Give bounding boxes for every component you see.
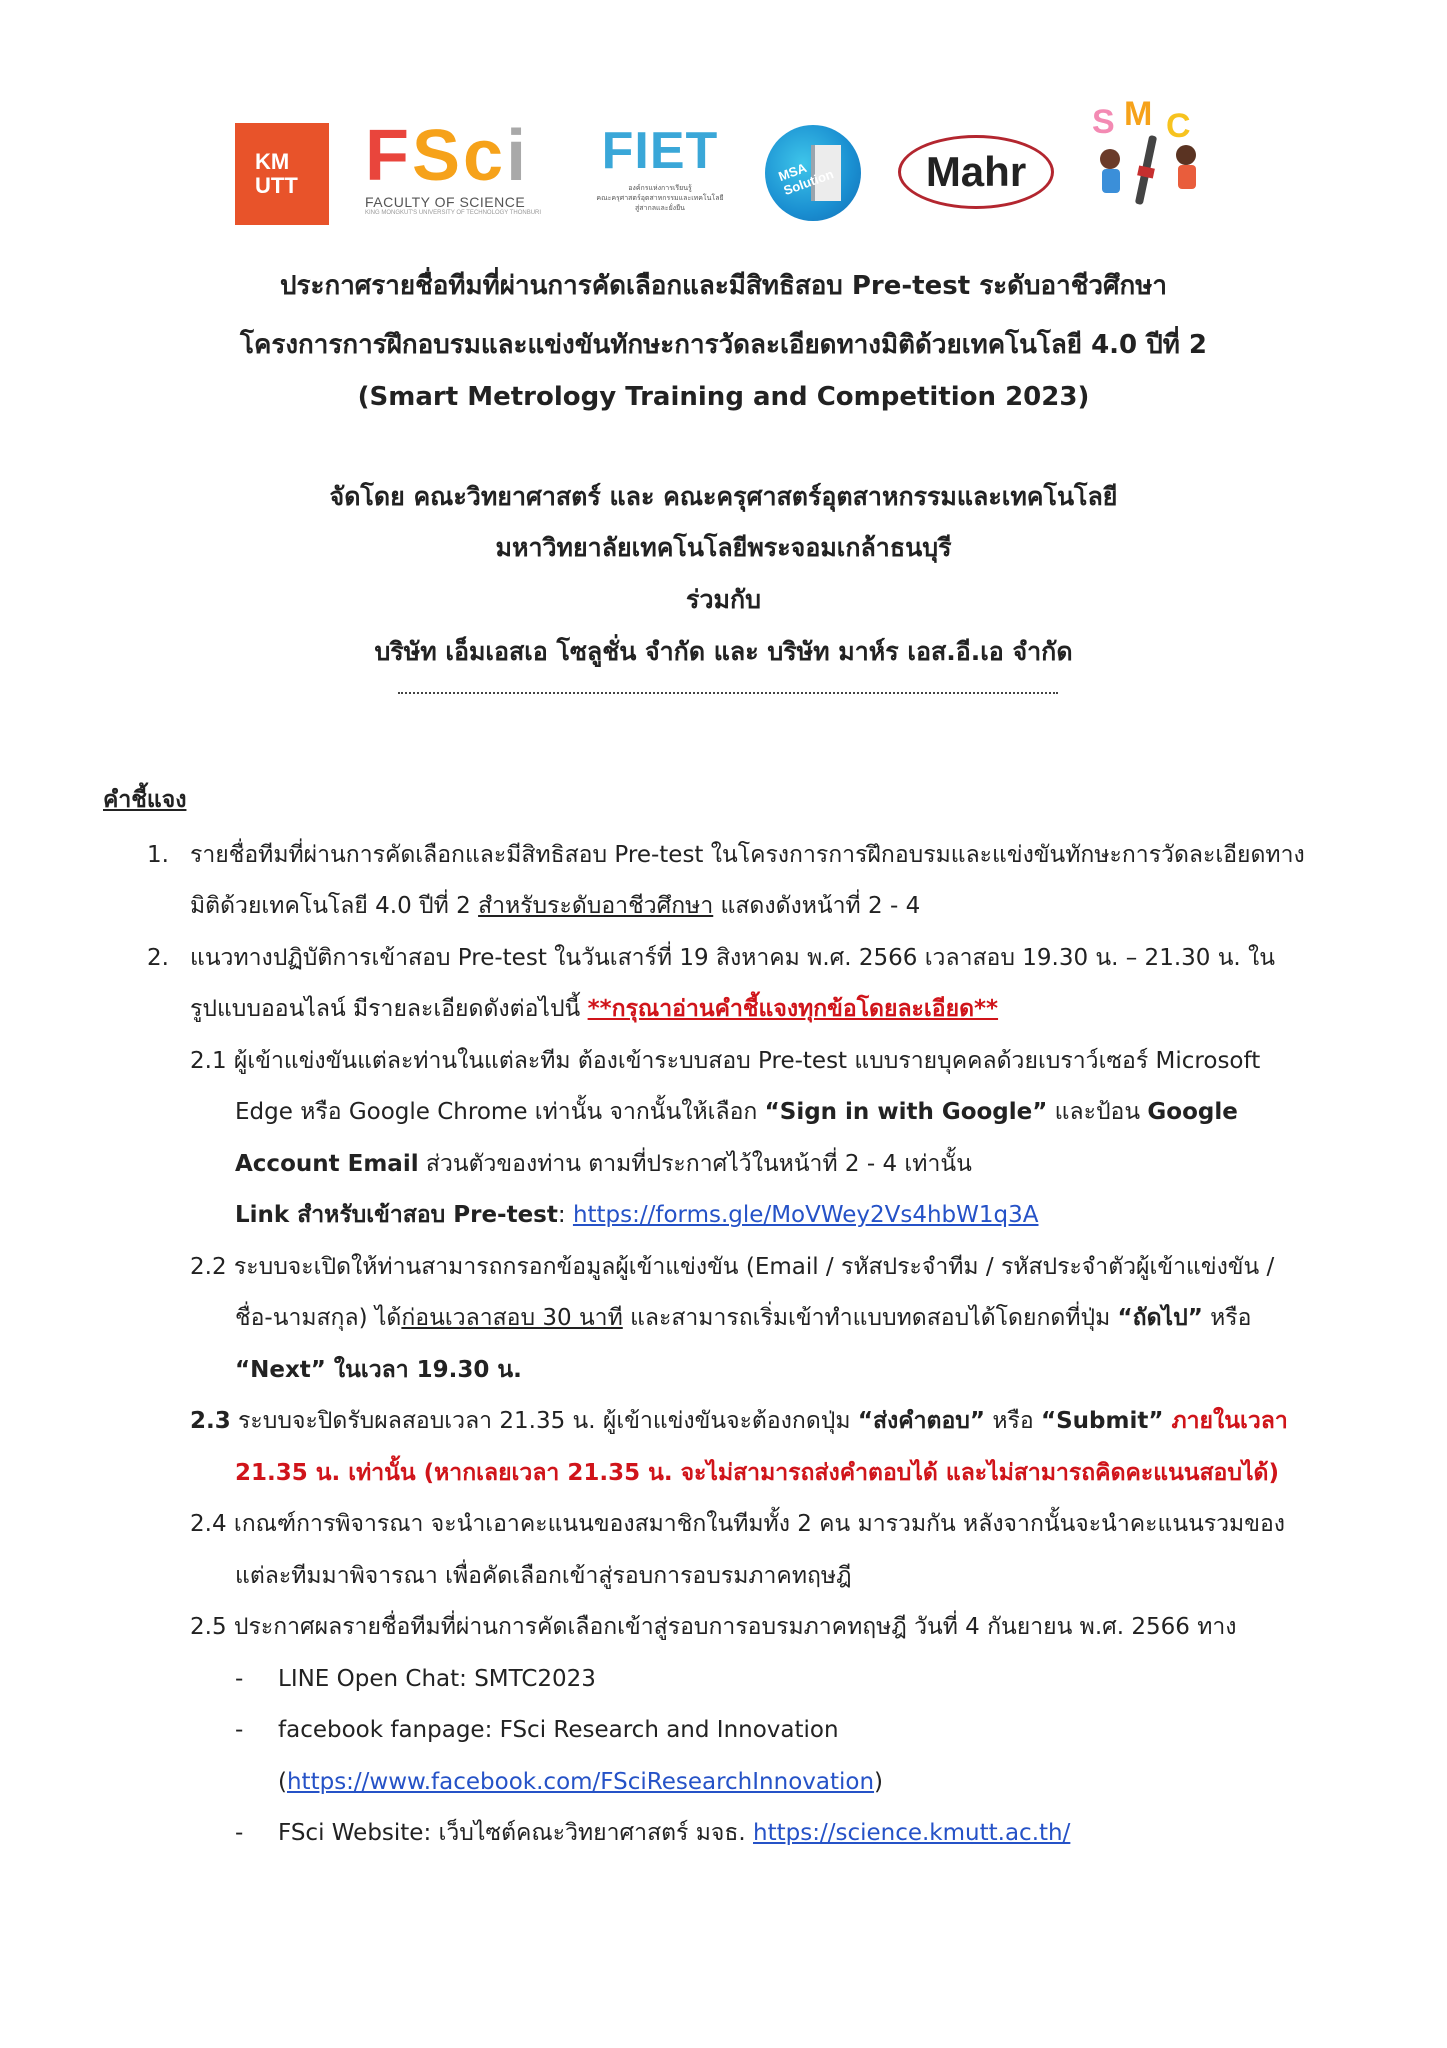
fsci-website-item: FSci Website: เว็บไซต์คณะวิทยาศาสตร์ มจธ. https://science.kmutt.ac.th/ <box>278 1820 1071 1846</box>
sub21-line2: Edge หรือ Google Chrome เท่านั้น จากนั้นให้เลือก “Sign in with Google” และป้อน Google <box>235 1099 1238 1125</box>
kmutt-logo-text: KM UTT <box>255 149 298 198</box>
sub23-line2: 21.35 น. เท่านั้น (หากเลยเวลา 21.35 น. จะไม่สามารถส่งคำตอบได้ และไม่สามารถคิดคะแนนสอบได้) <box>235 1460 1279 1486</box>
list-dash: - <box>235 1820 244 1846</box>
facebook-fanpage-item: facebook fanpage: FSci Research and Innovation <box>278 1717 839 1743</box>
dotted-separator <box>398 692 1058 694</box>
fsci-logo-word: FSci <box>365 116 530 196</box>
line-openchat-item: LINE Open Chat: SMTC2023 <box>278 1666 596 1692</box>
fsci-logo-subtitle2: KING MONGKUT'S UNIVERSITY OF TECHNOLOGY THONBURI <box>365 210 542 216</box>
organizer-line4: บริษัท เอ็มเอสเอ โซลูชั่น จำกัด และ บริษัท มาห์ร เอส.อี.เอ จำกัด <box>374 637 1073 666</box>
announcement-title-line2: โครงการการฝึกอบรมและแข่งขันทักษะการวัดละเอียดทางมิติด้วยเทคโนโลยี 4.0 ปีที่ 2 <box>240 330 1207 360</box>
sub25-line1: 2.5 ประกาศผลรายชื่อทีมที่ผ่านการคัดเลือกเข้าสู่รอบการอบรมภาคทฤษฎี วันที่ 4 กันยายน พ.ศ. 2566 ทาง <box>190 1614 1237 1640</box>
fiet-logo-word: FIET <box>601 122 719 180</box>
logo-row <box>230 95 1230 235</box>
item2-line2: รูปแบบออนไลน์ มีรายละเอียดดังต่อไปนี้ **กรุณาอ่านคำชี้แจงทุกข้อโดยละเอียด** <box>190 996 999 1022</box>
organizer-line2: มหาวิทยาลัยเทคโนโลยีพระจอมเกล้าธนบุรี <box>495 533 952 562</box>
mahr-logo-text: Mahr <box>925 148 1027 195</box>
sub22-line2: ชื่อ-นามสกุล) ได้ก่อนเวลาสอบ 30 นาที และสามารถเริ่มเข้าทำแบบทดสอบได้โดยกดที่ปุ่ม “ถัดไป” หรือ <box>235 1305 1252 1331</box>
svg-text:M: M <box>1124 95 1153 133</box>
item1-number: 1. <box>147 842 169 868</box>
msa-logo <box>765 125 861 221</box>
kmutt-logo <box>235 123 329 225</box>
sub22-line3: “Next” ในเวลา 19.30 น. <box>235 1357 522 1383</box>
item2-number: 2. <box>147 945 169 971</box>
list-dash: - <box>235 1717 244 1743</box>
fsci-website-link[interactable]: https://science.kmutt.ac.th/ <box>753 1820 1071 1846</box>
svg-text:C: C <box>1166 107 1191 145</box>
pretest-link[interactable]: https://forms.gle/MoVWey2Vs4hbW1q3A <box>572 1202 1039 1228</box>
organizer-line3: ร่วมกับ <box>686 585 761 614</box>
organizer-line1: จัดโดย คณะวิทยาศาสตร์ และ คณะครุศาสตร์อุตสาหกรรมและเทคโนโลยี <box>329 482 1118 511</box>
sub21-line1: 2.1 ผู้เข้าแข่งขันแต่ละท่านในแต่ละทีม ต้องเข้าระบบสอบ Pre-test แบบรายบุคคลด้วยเบราว์เซอร์ Microsoft <box>190 1048 1261 1074</box>
fsci-logo-subtitle: FACULTY OF SCIENCE <box>365 194 526 210</box>
sub22-line1: 2.2 ระบบจะเปิดให้ท่านสามารถกรอกข้อมูลผู้เข้าแข่งขัน (Email / รหัสประจำทีม / รหัสประจำตัวผู้เข้าแข่งขัน / <box>190 1254 1275 1280</box>
smc-kids-illustration-icon <box>1080 95 1220 215</box>
item2-line1: แนวทางปฏิบัติการเข้าสอบ Pre-test ในวันเสาร์ที่ 19 สิงหาคม พ.ศ. 2566 เวลาสอบ 19.30 น. – 21.30 น. ใน <box>190 945 1276 971</box>
announcement-title-line3: (Smart Metrology Training and Competition 2023) <box>357 382 1090 412</box>
sub24-line2: แต่ละทีมมาพิจารณา เพื่อคัดเลือกเข้าสู่รอบการอบรมภาคทฤษฎี <box>235 1563 852 1589</box>
fiet-logo <box>595 123 725 233</box>
sub23-line1: 2.3 ระบบจะปิดรับผลสอบเวลา 21.35 น. ผู้เข้าแข่งขันจะต้องกดปุ่ม “ส่งคำตอบ” หรือ “Submit” ภายในเวลา <box>190 1408 1288 1434</box>
sub21-line4: Link สำหรับเข้าสอบ Pre-test: https://forms.gle/MoVWey2Vs4hbW1q3A <box>235 1202 1039 1228</box>
msa-logo-text: MSA Solution <box>776 160 836 199</box>
sub21-line3: Account Email ส่วนตัวของท่าน ตามที่ประกาศไว้ในหน้าที่ 2 - 4 เท่านั้น <box>235 1151 972 1177</box>
list-dash: - <box>235 1666 244 1692</box>
item1-line1: รายชื่อทีมที่ผ่านการคัดเลือกและมีสิทธิสอบ Pre-test ในโครงการการฝึกอบรมและแข่งขันทักษะการวัดละเอียดทาง <box>190 842 1305 868</box>
svg-text:S: S <box>1092 103 1115 141</box>
mahr-logo <box>898 135 1054 209</box>
facebook-link[interactable]: https://www.facebook.com/FSciResearchInnovation <box>286 1769 875 1795</box>
smc-logo <box>1080 95 1220 215</box>
fsci-logo <box>365 116 575 216</box>
announcement-title-line1: ประกาศรายชื่อทีมที่ผ่านการคัดเลือกและมีสิทธิสอบ Pre-test ระดับอาชีวศึกษา <box>280 271 1167 301</box>
facebook-link-line: (https://www.facebook.com/FSciResearchInnovation) <box>278 1769 884 1795</box>
item1-line2: มิติด้วยเทคโนโลยี 4.0 ปีที่ 2 สำหรับระดับอาชีวศึกษา แสดงดังหน้าที่ 2 - 4 <box>190 893 921 919</box>
sub24-line1: 2.4 เกณฑ์การพิจารณา จะนำเอาคะแนนของสมาชิกในทีมทั้ง 2 คน มารวมกัน หลังจากนั้นจะนำคะแนนรวมของ <box>190 1511 1285 1537</box>
instructions-title: คำชี้แจง <box>103 787 187 813</box>
fiet-logo-subtitle: องค์กรแห่งการเรียนรู้ คณะครุศาสตร์อุตสาหกรรมและเทคโนโลยี สู่สากลและยั่งยืน <box>596 184 724 212</box>
